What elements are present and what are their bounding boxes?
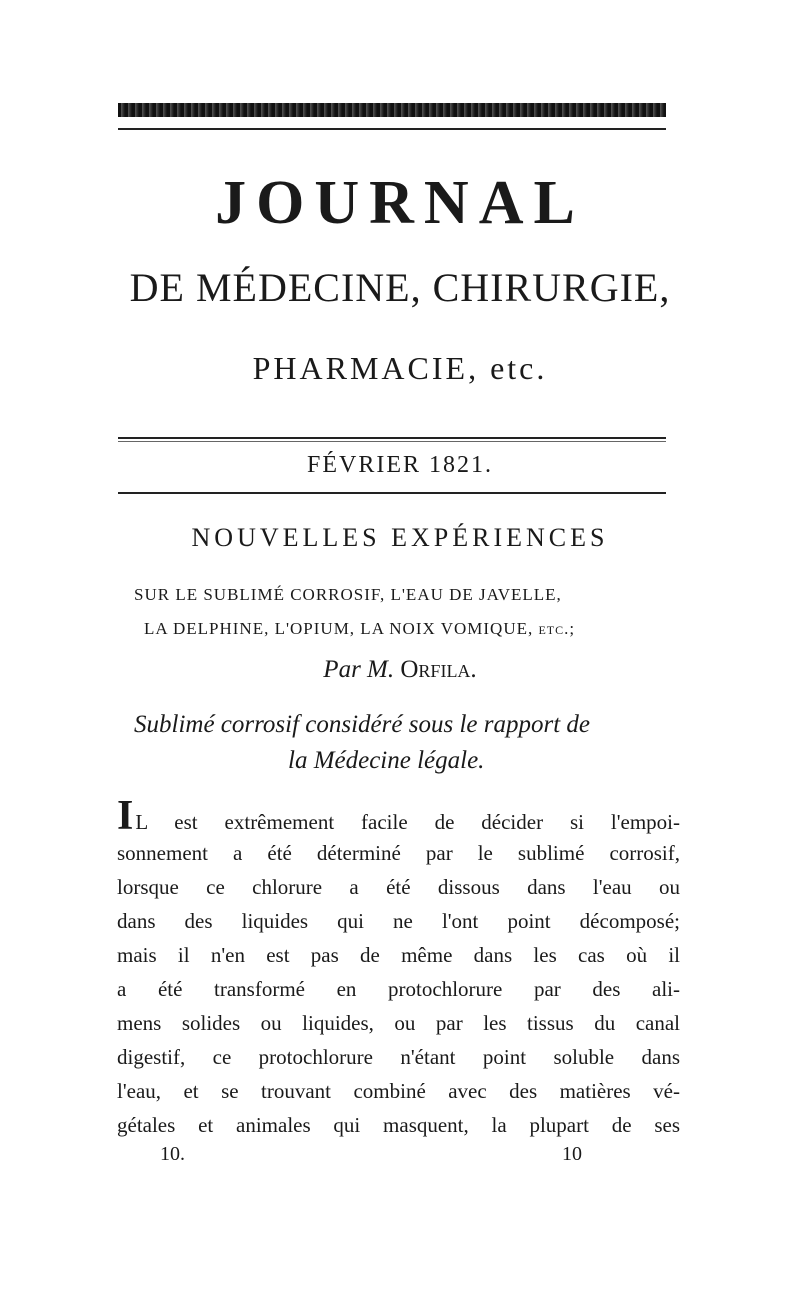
body-line: lorsque ce chlorure a été dissous dans l'eau ou bbox=[117, 875, 680, 899]
body-line: l'eau, et se trouvant combiné avec des matières vé- bbox=[117, 1079, 680, 1103]
top-ornament-band bbox=[118, 103, 666, 117]
journal-title: JOURNAL bbox=[215, 169, 585, 237]
author-name: Orfila. bbox=[400, 656, 477, 683]
rule-above-date bbox=[118, 437, 666, 439]
rule-below-date bbox=[118, 492, 666, 494]
section-heading-line-2: la Médecine légale. bbox=[288, 747, 485, 774]
issue-date: FÉVRIER 1821. bbox=[306, 452, 493, 478]
article-subtitle-line-2: LA DELPHINE, L'OPIUM, LA NOIX VOMIQUE, etc.; bbox=[144, 619, 576, 638]
section-heading-line-1: Sublimé corrosif considéré sous le rapport de bbox=[134, 711, 590, 738]
article-title: NOUVELLES EXPÉRIENCES bbox=[191, 523, 609, 552]
body-line: gétales et animales qui masquent, la plupart de ses bbox=[117, 1113, 680, 1137]
body-line: dans des liquides qui ne l'ont point décomposé; bbox=[117, 909, 680, 933]
body-line: sonnement a été déterminé par le sublimé corrosif, bbox=[117, 841, 680, 865]
article-subtitle-line-1: SUR LE SUBLIMÉ CORROSIF, L'EAU DE JAVELLE, bbox=[134, 585, 562, 604]
drop-cap: I bbox=[117, 793, 134, 839]
body-first-line bbox=[117, 793, 680, 839]
body-line: digestif, ce protochlorure n'étant point soluble dans bbox=[117, 1045, 680, 1069]
top-rule bbox=[118, 128, 666, 130]
body-first-line-text: L est extrêmement facile de décider si l'empoi- bbox=[135, 810, 680, 834]
body-line: mens solides ou liquides, ou par les tissus du canal bbox=[117, 1011, 680, 1035]
author-line bbox=[100, 655, 700, 685]
rule-above-date-thin bbox=[118, 441, 666, 442]
body-line: a été transformé en protochlorure par des ali- bbox=[117, 977, 680, 1001]
footer-signature-number: 10 bbox=[562, 1143, 582, 1165]
journal-subtitle-2: PHARMACIE, etc. bbox=[252, 350, 548, 386]
footer-volume-number: 10. bbox=[160, 1143, 185, 1165]
journal-subtitle: DE MÉDECINE, CHIRURGIE, bbox=[129, 265, 671, 310]
body-line: mais il n'en est pas de même dans les cas où il bbox=[117, 943, 680, 967]
author-prefix: Par M. bbox=[323, 656, 395, 683]
